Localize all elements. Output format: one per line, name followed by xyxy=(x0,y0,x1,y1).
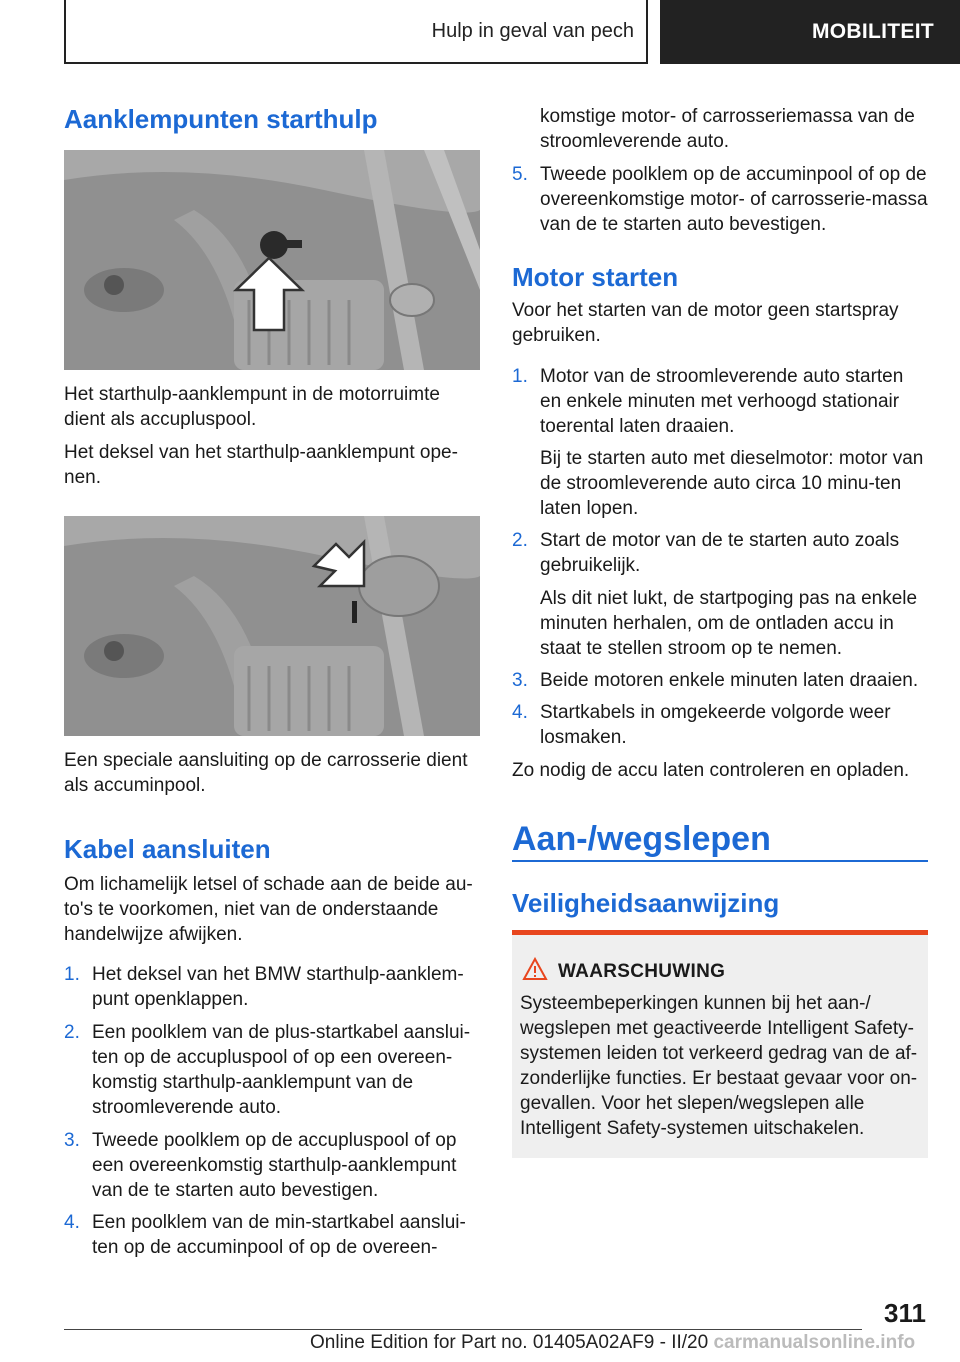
warning-text: Systeembeperkingen kunnen bij het aan-/ wegslepen met geactiveerde Intelligent Safety-systemen leiden tot verkeerd gedrag van de af-zonderlijke functies. Er bestaat gevaar voor on-gevallen. Voor het slepen/wegslepen alle Intelligent Safety-systemen uitschakelen. xyxy=(520,993,918,1139)
paragraph-cable-intro: Om lichamelijk letsel of schade aan de beide au-to's te voorkomen, niet van de onderstaande handelwijze afwijken. xyxy=(64,874,473,945)
paragraph-retry-note: Als dit niet lukt, de startpoging pas na enkele minuten herhalen, om de ontladen accu in staat te stellen stroom op te nemen. xyxy=(540,588,918,659)
page-number: 311 xyxy=(884,1298,926,1328)
chapter-heading-slepen: Aan-/wegslepen xyxy=(512,820,771,858)
paragraph-minus-pole: Een speciale aansluiting op de carrosserie dient als accuminpool. xyxy=(64,750,468,796)
header-chapter-tab: MOBILITEIT xyxy=(660,0,960,64)
warning-title: WAARSCHUWING xyxy=(558,961,726,982)
footer-rule xyxy=(64,1329,862,1330)
watermark: carmanualsonline.info xyxy=(713,1332,916,1353)
paragraph-no-startspray: Voor het starten van de motor geen startspray gebruiken. xyxy=(512,300,899,346)
engine-illustration-2 xyxy=(64,516,480,736)
header-section-title: Hulp in geval van pech xyxy=(64,0,648,64)
paragraph-plus-pole: Het starthulp-aanklempunt in de motorruimte dient als accupluspool. xyxy=(64,384,440,430)
heading-kabel-aansluiten: Kabel aansluiten xyxy=(64,834,271,864)
footer-edition: Online Edition for Part no. 01405A02AF9 - II/20 carmanualsonline.info xyxy=(310,1332,916,1353)
heading-veiligheid: Veiligheidsaanwijzing xyxy=(512,888,780,918)
warning-triangle-icon xyxy=(522,957,548,981)
paragraph-open-lid: Het deksel van het starthulp-aanklempunt ope-nen. xyxy=(64,442,458,488)
paragraph-diesel-note: Bij te starten auto met dieselmotor: motor van de stroomleverende auto circa 10 minu-ten laten lopen. xyxy=(540,448,924,519)
heading-aanklempunten: Aanklempunten starthulp xyxy=(64,104,378,134)
paragraph-step4-continued: komstige motor- of carrosseriemassa van de stroomleverende auto. xyxy=(540,106,915,152)
engine-illustration xyxy=(64,150,480,370)
warning-box xyxy=(512,930,928,1158)
engine-photo-minus xyxy=(64,516,480,736)
engine-photo-plus xyxy=(64,150,480,370)
heading-motor-starten: Motor starten xyxy=(512,262,679,292)
chapter-rule xyxy=(512,860,928,862)
paragraph-check-battery: Zo nodig de accu laten controleren en opladen. xyxy=(512,760,910,781)
